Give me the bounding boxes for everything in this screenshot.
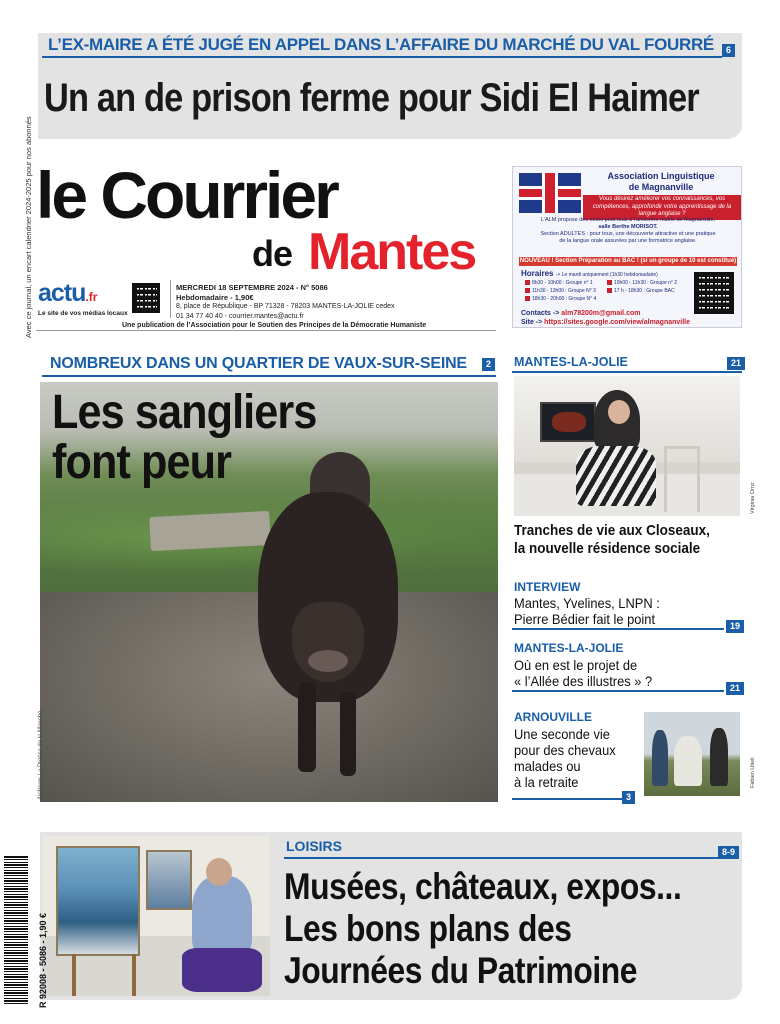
- rc3-page-badge: 21: [726, 682, 744, 695]
- advert-slot: 18h30 - 20h00 : Groupe N° 4: [525, 296, 596, 302]
- issue-info: [176, 283, 496, 321]
- masthead-qr-code-icon[interactable]: [132, 283, 160, 313]
- issue-price: Hebdomadaire - 1,90€: [176, 292, 254, 302]
- rc4-rule: [512, 798, 630, 800]
- top-story-headline[interactable]: Un an de prison ferme pour Sidi El Haimer: [44, 76, 699, 120]
- painter-photo[interactable]: [42, 836, 270, 996]
- advert-bac-note: NOUVEAU ! Section Préparation au BAC ! (si un groupe de 10 est constitué): [519, 258, 737, 264]
- bottom-story-kicker: LOISIRS: [286, 838, 343, 854]
- rc3-text[interactable]: Où en est le projet de « l’Allée des illustres » ?: [514, 657, 653, 689]
- advert-slot: 11h30 - 13h00 : Groupe N° 3: [525, 288, 596, 294]
- top-kicker-rule: [42, 56, 722, 58]
- rc3-kicker: MANTES-LA-JOLIE: [514, 641, 624, 655]
- horses-photo[interactable]: [644, 712, 740, 796]
- closeaux-residence-photo[interactable]: [514, 376, 740, 516]
- top-story-kicker: L’EX-MAIRE A ÉTÉ JUGÉ EN APPEL DANS L’AFFAIRE DU MARCHÉ DU VAL FOURRÉ: [48, 35, 714, 54]
- barcode-text: R 92008 - 5086 - 1,90 €: [38, 912, 48, 1008]
- advert-hours: Horaires -> Le mardi uniquement (1h30 hebdomadaire): [521, 269, 658, 278]
- side-note: Avec ce journal, un encart calendrier 2024-2025 pour nos abonnés: [24, 116, 33, 338]
- rc4-photo-credit: Fabien Utieli: [750, 757, 756, 788]
- advert-qr-code-icon[interactable]: [694, 272, 734, 314]
- advert-slot: 17 h - 18h30 : Groupe BAC: [607, 288, 675, 294]
- main-photo-credit: Archives La Presse de la Manche: [38, 710, 44, 800]
- issue-address: 8, place de République - BP 71328 - 78203 MANTES-LA-JOLIE cedex: [176, 303, 395, 310]
- advert-slot: 10h00 - 11h30 : Groupe n° 2: [607, 280, 677, 286]
- rc3-rule: [512, 690, 724, 692]
- advert-contacts: Contacts -> alm78200m@gmail.com Site -> https://sites.google.com/view/almagnanville: [521, 310, 691, 326]
- bottom-kicker-rule: [284, 857, 736, 859]
- rc1-headline[interactable]: Tranches de vie aux Closeaux, la nouvelle résidence sociale: [514, 522, 710, 557]
- main-story-headline[interactable]: Les sangliers font peur: [52, 386, 317, 489]
- advert-red-note: Vous désirez améliorer vos connaissances, vos compétences, approfondir votre apprentissage de la langue anglaise ?: [583, 195, 741, 220]
- rc1-photo-credit: Virginia Ornz: [750, 482, 756, 514]
- rc2-page-badge: 19: [726, 620, 744, 633]
- masthead-title: le Courrier: [36, 158, 337, 232]
- masthead-de: de: [252, 233, 293, 274]
- masthead-rule: [36, 330, 496, 331]
- rc1-page-badge: 21: [727, 357, 745, 370]
- masthead-divider: [170, 280, 171, 318]
- rc4-page-badge: 3: [622, 791, 635, 804]
- rc2-rule: [512, 628, 724, 630]
- rc1-rule: [512, 371, 742, 373]
- main-story-kicker: NOMBREUX DANS UN QUARTIER DE VAUX-SUR-SEINE: [50, 355, 467, 372]
- uk-flag-icon: [519, 173, 581, 213]
- rc4-kicker: ARNOUVILLE: [514, 710, 592, 724]
- advert-title: Association Linguistique de Magnanville: [607, 171, 715, 192]
- rc2-text[interactable]: Mantes, Yvelines, LNPN : Pierre Bédier fait le point: [514, 595, 660, 627]
- main-kicker-rule: [42, 375, 496, 377]
- barcode-icon: [4, 856, 28, 1004]
- rc2-kicker: INTERVIEW: [514, 580, 581, 594]
- advert-slot: 8h30 - 10h00 : Groupe n° 1: [525, 280, 593, 286]
- main-story-page-badge: 2: [482, 358, 495, 371]
- issue-date-number: MERCREDI 18 SEPTEMBRE 2024 - N° 5086: [176, 283, 328, 292]
- rc4-text[interactable]: Une seconde vie pour des chevaux malades ou à la retraite: [514, 726, 616, 790]
- masthead-city: Mantes: [308, 223, 476, 281]
- bottom-story-page-badge: 8-9: [718, 846, 739, 859]
- actu-tagline: Le site de vos médias locaux: [38, 310, 128, 317]
- rc1-kicker: MANTES-LA-JOLIE: [514, 355, 628, 369]
- publisher-line: Une publication de l’Association pour le Soutien des Principes de la Démocratie Humaniste: [122, 322, 427, 329]
- bottom-story-headline[interactable]: Musées, châteaux, expos... Les bons plans des Journées du Patrimoine: [284, 866, 682, 991]
- issue-contact: 01 34 77 40 40 - courrier.mantes@actu.fr: [176, 312, 304, 320]
- advert-body: L’ALM propose des cours pour tous à l’ancienne mairie de Magnanville, salle Berthe MORISOT. Section ADULTES : pour tous, une découverte attractive et une pratique de la langue orale assurées par une formatrice anglaise.: [540, 217, 716, 244]
- top-story-page-badge: 6: [722, 44, 735, 57]
- actu-logo[interactable]: actu.fr: [38, 279, 98, 307]
- advert-email-link[interactable]: alm78200m@gmail.com: [561, 310, 641, 317]
- advert-site-link[interactable]: https://sites.google.com/view/almagnanville: [544, 319, 691, 326]
